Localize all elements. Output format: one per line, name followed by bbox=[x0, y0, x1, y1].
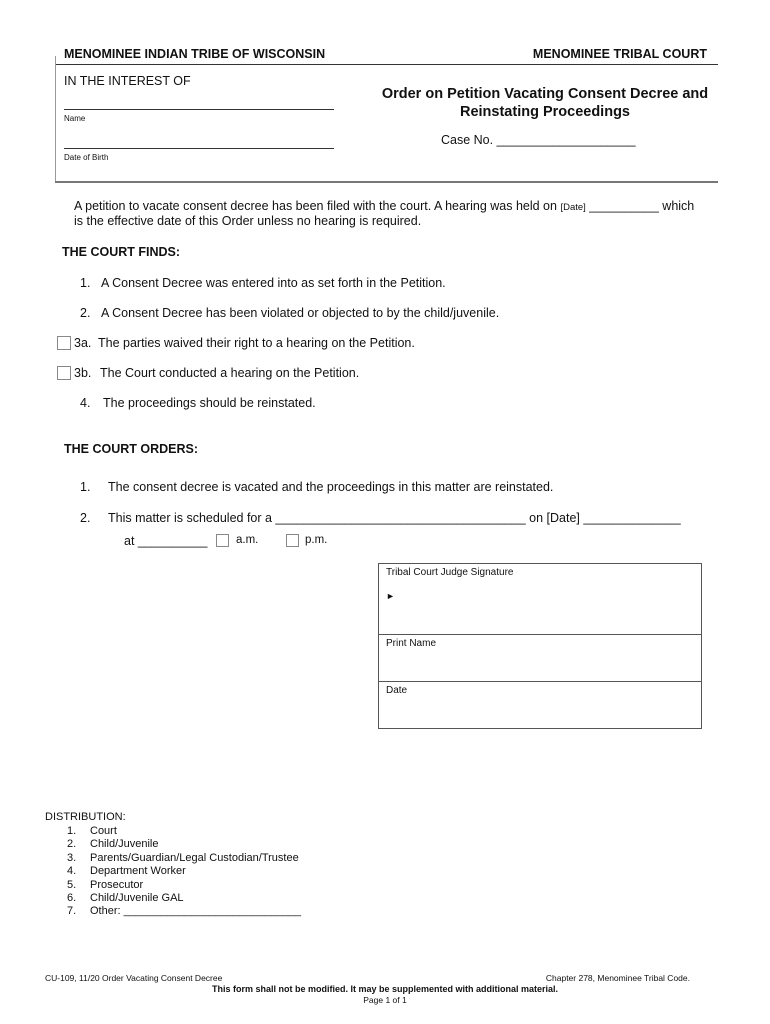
intro-line-2: is the effective date of this Order unless no hearing is required. bbox=[74, 214, 422, 228]
finding-2-num: 2. bbox=[80, 306, 91, 320]
judge-signature-field[interactable] bbox=[379, 564, 701, 635]
signature-date-label: Date bbox=[386, 685, 408, 696]
court-name: MENOMINEE TRIBAL COURT bbox=[532, 47, 707, 61]
finding-4-text: The proceedings should be reinstated. bbox=[103, 396, 316, 410]
distribution-item: 7. Other: _____________________________ bbox=[67, 905, 302, 918]
case-number-field[interactable]: Case No. ____________________ bbox=[441, 133, 636, 147]
page-number: Page 1 of 1 bbox=[363, 995, 407, 1005]
finding-1-num: 1. bbox=[80, 276, 91, 290]
intro-line-1 bbox=[74, 199, 694, 213]
pm-label: p.m. bbox=[305, 534, 328, 546]
hearing-date-field[interactable]: __________ which bbox=[589, 199, 695, 213]
caption-divider bbox=[55, 181, 718, 183]
finding-3b-num: 3b. bbox=[74, 366, 92, 380]
court-orders-heading: THE COURT ORDERS: bbox=[64, 442, 199, 456]
order-2-num: 2. bbox=[80, 511, 91, 525]
title-line-1: Order on Petition Vacating Consent Decree and bbox=[381, 86, 709, 102]
document-title bbox=[360, 85, 730, 121]
order-2-text[interactable]: This matter is scheduled for a ____________________________________ on [Date] ______________ bbox=[108, 511, 681, 525]
distribution-item: 6. Child/Juvenile GAL bbox=[67, 892, 184, 905]
judge-signature-label: Tribal Court Judge Signature bbox=[386, 567, 514, 578]
intro-text-1: A petition to vacate consent decree has been filed with the court. A hearing was held on bbox=[74, 199, 557, 213]
hearing-time-field[interactable]: at __________ bbox=[124, 534, 208, 548]
name-label: Name bbox=[64, 114, 86, 123]
distribution-item: 3. Parents/Guardian/Legal Custodian/Trustee bbox=[67, 851, 299, 864]
caption-left-border bbox=[55, 56, 56, 183]
header-divider bbox=[55, 64, 718, 65]
finding-3a-text: The parties waived their right to a hearing on the Petition. bbox=[98, 336, 415, 350]
dob-label: Date of Birth bbox=[64, 153, 109, 162]
distribution-item: 2. Child/Juvenile bbox=[67, 838, 159, 851]
arrow-icon: ► bbox=[386, 591, 395, 601]
signature-date-field[interactable] bbox=[379, 682, 701, 728]
order-1-text: The consent decree is vacated and the proceedings in this matter are reinstated. bbox=[108, 480, 554, 494]
print-name-label: Print Name bbox=[386, 638, 437, 649]
pm-checkbox[interactable] bbox=[286, 534, 299, 547]
finding-3b-text: The Court conducted a hearing on the Petition. bbox=[100, 366, 360, 380]
finding-2-text: A Consent Decree has been violated or objected to by the child/juvenile. bbox=[101, 306, 500, 320]
distribution-heading: DISTRIBUTION: bbox=[45, 811, 126, 823]
distribution-item: 4. Department Worker bbox=[67, 865, 186, 878]
finding-4-num: 4. bbox=[80, 396, 91, 410]
distribution-item: 5. Prosecutor bbox=[67, 878, 144, 891]
finding-3a-num: 3a. bbox=[74, 336, 92, 350]
distribution-item: 1. Court bbox=[67, 825, 117, 837]
am-label: a.m. bbox=[236, 534, 259, 546]
interest-of-label: IN THE INTEREST OF bbox=[64, 74, 191, 88]
finding-3a-checkbox[interactable] bbox=[57, 336, 71, 350]
court-finds-heading: THE COURT FINDS: bbox=[62, 245, 181, 259]
distribution-list bbox=[67, 825, 301, 919]
print-name-field[interactable] bbox=[379, 635, 701, 682]
order-1-num: 1. bbox=[80, 480, 91, 494]
title-line-2: Reinstating Proceedings bbox=[459, 104, 630, 120]
name-line[interactable] bbox=[64, 109, 334, 110]
form-code: CU-109, 11/20 Order Vacating Consent Decree bbox=[45, 973, 223, 983]
dob-line[interactable] bbox=[64, 148, 334, 149]
code-chapter: Chapter 278, Menominee Tribal Code. bbox=[545, 973, 690, 983]
modification-notice: This form shall not be modified. It may be supplemented with additional material. bbox=[211, 984, 559, 994]
am-checkbox[interactable] bbox=[216, 534, 229, 547]
tribe-name: MENOMINEE INDIAN TRIBE OF WISCONSIN bbox=[64, 47, 326, 61]
other-recipient-field[interactable]: Other: _____________________________ bbox=[90, 905, 302, 918]
finding-3b-checkbox[interactable] bbox=[57, 366, 71, 380]
date-tag: [Date] bbox=[560, 202, 586, 213]
finding-1-text: A Consent Decree was entered into as set forth in the Petition. bbox=[101, 276, 446, 290]
signature-box bbox=[378, 563, 702, 729]
